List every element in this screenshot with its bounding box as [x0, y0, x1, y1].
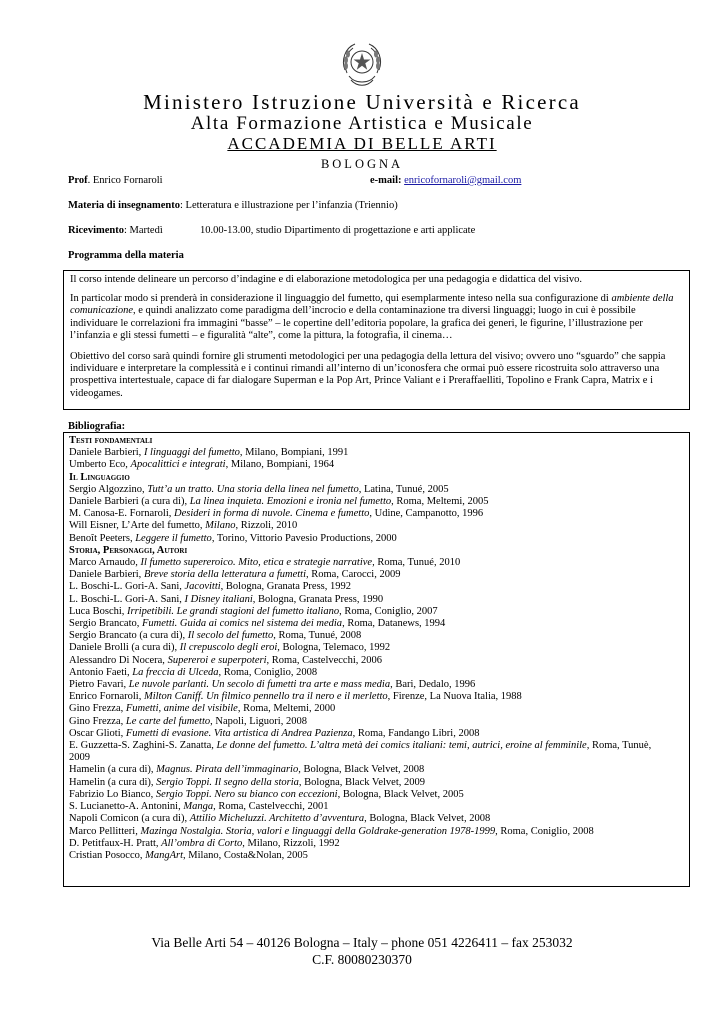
bibliography-entry	[69, 667, 684, 679]
bibliography-entry	[69, 728, 684, 740]
entry-author: Oscar Glioti,	[69, 727, 126, 739]
entry-title: Jacovitti	[184, 581, 221, 593]
entry-author: L. Boschi-L. Gori-A. Sani,	[69, 593, 185, 605]
entry-publisher: , Roma, Meltemi, 2005	[391, 496, 489, 508]
entry-title: Tutt’a un tratto. Una storia della linea nel fumetto	[147, 483, 359, 495]
entry-publisher: , Roma, Tunué, 2008	[273, 630, 362, 642]
entry-publisher: , Latina, Tunué, 2005	[358, 483, 449, 495]
entry-title: Breve storia della letteratura a fumetti	[143, 569, 306, 581]
entry-publisher: , Roma, Castelvecchi, 2006	[266, 654, 383, 666]
entry-publisher: , Roma, Castelvecchi, 2001	[213, 801, 329, 813]
email-label: e-mail	[370, 175, 398, 186]
email-line: e-mail: enricofornaroli@gmail.com	[370, 175, 522, 186]
bibliography-entry	[69, 740, 684, 752]
bibliography-entry	[69, 520, 684, 532]
entry-publisher: , Bologna, Black Velvet, 2008	[298, 764, 425, 776]
entry-title: Le nuvole parlanti. Un secolo di fumetti tra arte e mass media	[128, 679, 391, 691]
entry-title: Le donne del fumetto. L’altra metà dei comics italiani: temi, autrici, eroine al femminile,	[216, 740, 590, 752]
entry-publisher: Roma, Tunuè,	[589, 740, 652, 752]
entry-author: Daniele Brolli (a cura di),	[69, 642, 180, 654]
bibliography-entry	[69, 557, 684, 569]
entry-title: Il secolo del fumetto	[187, 630, 274, 642]
bibliography-entry	[69, 496, 684, 508]
entry-title: Manga	[183, 801, 214, 813]
bibliography-entry	[69, 826, 684, 838]
entry-title: Supereroi e superpoteri	[167, 654, 267, 666]
footer-tax-code: C.F. 80080230370	[312, 952, 412, 967]
bibliography-entry	[69, 838, 684, 850]
reception-day: : Martedì	[123, 225, 163, 236]
entry-author: Cristian Posocco,	[69, 849, 146, 861]
bibliography-entry	[69, 777, 684, 789]
entry-title: Leggere il fumetto	[135, 532, 212, 544]
entry-publisher: , Bologna, Black Velvet, 2009	[298, 776, 425, 788]
bibliography-entry	[69, 581, 684, 593]
entry-title: Sergio Toppi. Il segno della storia	[156, 776, 299, 788]
entry-author: Will Eisner, L’Arte del fumetto,	[69, 520, 206, 532]
bibliography-entry	[69, 703, 684, 715]
entry-publisher: , Roma, Coniglio, 2008	[218, 666, 318, 678]
entry-author: Pietro Favari,	[69, 679, 129, 691]
academy-title: ACCADEMIA DI BELLE ARTI	[227, 134, 497, 153]
entry-publisher: , Roma, Carocci, 2009	[305, 569, 401, 581]
italian-republic-emblem	[339, 40, 385, 90]
bibliography-entry	[69, 533, 684, 545]
reception-line	[68, 224, 163, 237]
entry-title: Fumetti. Guida ai comics nel sistema dei media	[142, 618, 343, 630]
entry-author: Daniele Barbieri,	[69, 447, 144, 459]
entry-publisher: , Bologna, Black Velvet, 2005	[337, 788, 464, 800]
reception-label: Ricevimento	[68, 225, 124, 236]
description-paragraph-1: Il corso intende delineare un percorso d’indagine e di elaborazione metodologica per una pedagogia e didattica del visivo.	[70, 274, 582, 285]
entry-publisher: , Bologna, Black Velvet, 2008	[364, 813, 491, 825]
description-paragraph-2: In particolar modo si prenderà in considerazione il linguaggio del fumetto, qui esemplarmente inteso nella sua configurazione di ambiente della comunicazione, e quindi analizzato come paradigma dell’incrocio e della contaminazione tra diversi linguaggi; luogo in cui è possibile individuare le correlazioni fra immagini “basse” – le copertine dell’editoria popolare, la grafica dei generi, le figurine, l’illustrazione per l’infanzia e gli stessi fumetti – e figuralità “alte”, come la pittura, la fotografia, il cinema…	[70, 293, 674, 341]
bibliography-entry	[69, 630, 684, 642]
entry-title: MangArt	[145, 849, 184, 861]
entry-author: L. Boschi-L. Gori-A. Sani,	[69, 581, 185, 593]
city-title: BOLOGNA	[320, 157, 404, 171]
entry-author: M. Canosa-E. Fornaroli,	[69, 508, 174, 520]
entry-title: Milton Caniff. Un filmico pennello tra il nero e il merletto	[143, 691, 388, 703]
professor-name: . Enrico Fornaroli	[87, 175, 163, 186]
bibliography-entry	[69, 752, 684, 764]
entry-publisher: Roma, Tunué, 2010	[374, 557, 461, 569]
entry-title: Fumetti di evasione. Vita artistica di Andrea Pazienza	[125, 727, 353, 739]
bibliography-section-title: Storia, Personaggi, Autori	[69, 544, 188, 556]
entry-author: Alessandro Di Nocera,	[69, 654, 168, 666]
entry-publisher: , Roma, Coniglio, 2007	[339, 605, 438, 617]
entry-author: Gino Frezza,	[69, 715, 126, 727]
reception-hours: 10.00-13.00, studio Dipartimento di progettazione e arti applicate	[200, 225, 476, 236]
entry-author: Umberto Eco,	[69, 459, 131, 471]
entry-publisher: , Roma, Meltemi, 2000	[237, 703, 336, 715]
entry-title: La linea inquieta. Emozioni e ironia nel fumetto	[189, 496, 392, 508]
entry-publisher: , Roma, Fandango Libri, 2008	[352, 727, 480, 739]
entry-author: Antonio Faeti,	[69, 666, 133, 678]
bibliography-entry	[69, 813, 684, 825]
entry-title: Apocalittici e integrati	[130, 459, 226, 471]
entry-title: Magnus. Pirata dell’immaginario	[156, 764, 299, 776]
entry-publisher: , Milano, Bompiani, 1964	[225, 459, 335, 471]
entry-publisher: , Milano, Costa&Nolan, 2005	[183, 849, 308, 861]
entry-author: Sergio Brancato,	[69, 618, 142, 630]
entry-title: I Disney italiani	[184, 593, 253, 605]
entry-author: Benoît Peeters,	[69, 532, 136, 544]
entry-publisher: , Torino, Vittorio Pavesio Productions, 2000	[211, 532, 397, 544]
entry-publisher: , Bari, Dedalo, 1996	[390, 679, 476, 691]
entry-publisher: , Rizzoli, 2010	[235, 520, 298, 532]
entry-author: E. Guzzetta-S. Zaghini-S. Zanatta,	[69, 740, 217, 752]
entry-author: Daniele Barbieri,	[69, 569, 144, 581]
entry-author: D. Petitfaux-H. Pratt,	[69, 837, 162, 849]
entry-publisher: , Roma, Datanews, 1994	[342, 618, 446, 630]
entry-author: Sergio Brancato (a cura di),	[69, 630, 188, 642]
entry-title: Le carte del fumetto	[125, 715, 211, 727]
entry-author: Marco Pellitteri,	[69, 825, 141, 837]
ministry-title: Ministero Istruzione Università e Ricerca	[143, 90, 581, 114]
professor-label: Prof	[68, 175, 88, 186]
description-paragraph-3: Obiettivo del corso sarà quindi fornire gli strumenti metodologici per una pedagogia della lettura del visivo; ovvero uno “sguardo” che sappia individuare e interpretare la complessità e i continui rimandi all’interno di un’iconosfera che ormai può essere ricostruita solo attraverso una prospettiva intertestuale, capace di far dialogare Superman e la Pop Art, Prince Valiant e i Preraffaelliti, Topolino e Frank Capra, Matrix e i videogames.	[70, 351, 666, 399]
subject-label: Materia di insegnamento	[68, 200, 180, 211]
bibliography-section-title: Il Linguaggio	[69, 471, 130, 483]
entry-author: Gino Frezza,	[69, 703, 126, 715]
entry-title: Desideri in forma di nuvole. Cinema e fumetto	[174, 508, 370, 520]
bibliography-box	[63, 432, 690, 887]
entry-title: I linguaggi del fumetto	[143, 447, 240, 459]
entry-title: Mazinga Nostalgia. Storia, valori e linguaggi della Goldrake-generation 1978-1999	[140, 825, 496, 837]
entry-title: Irripetibili. Le grandi stagioni del fumetto italiano	[127, 605, 340, 617]
entry-author: Hamelin (a cura di),	[69, 764, 157, 776]
entry-publisher: , Milano, Bompiani, 1991	[239, 447, 349, 459]
bibliography-entry	[69, 789, 684, 801]
entry-publisher: , Milano, Rizzoli, 1992	[242, 837, 340, 849]
entry-author: Daniele Barbieri (a cura di),	[69, 496, 190, 508]
entry-publisher: , Bologna, Granata Press, 1992	[220, 581, 352, 593]
entry-publisher: , Udine, Campanotto, 1996	[369, 508, 484, 520]
bibliography-entry	[69, 606, 684, 618]
entry-title: All’ombra di Corto	[161, 837, 243, 849]
entry-title: La freccia di Ulceda	[132, 666, 219, 678]
bibliography-entry	[69, 459, 684, 471]
bibliography-entry	[69, 447, 684, 459]
subject-value: : Letteratura e illustrazione per l’infanzia (Triennio)	[180, 200, 398, 211]
bibliography-entry	[69, 691, 684, 703]
entry-author: Luca Boschi,	[69, 605, 128, 617]
bibliography-section-title: Testi fondamentali	[69, 435, 153, 446]
footer-address: Via Belle Arti 54 – 40126 Bologna – Italy – phone 051 4226411 – fax 253032	[151, 935, 573, 950]
entry-title: Fumetti, anime del visibile	[125, 703, 238, 715]
entry-author: Marco Arnaudo,	[69, 557, 141, 569]
bibliography-entry	[69, 569, 684, 581]
entry-publisher: , Roma, Coniglio, 2008	[495, 825, 594, 837]
entry-title: Attilio Micheluzzi. Architetto d’avventura	[189, 813, 365, 825]
entry-author: Hamelin (a cura di),	[69, 776, 157, 788]
bibliography-entry	[69, 618, 684, 630]
entry-author: Fabrizio Lo Bianco,	[69, 788, 156, 800]
subject-line	[68, 199, 398, 212]
bibliography-entry	[69, 594, 684, 606]
entry-publisher: , Bologna, Telemaco, 1992	[277, 642, 391, 654]
entry-title: Il fumetto supereroico. Mito, etica e strategie narrative,	[140, 557, 375, 569]
bibliography-label: Bibliografia:	[68, 421, 126, 432]
entry-author: 2009	[69, 752, 90, 764]
program-label: Programma della materia	[68, 250, 184, 261]
entry-title: Il crepuscolo degli eroi	[179, 642, 278, 654]
course-description-box	[63, 270, 690, 410]
entry-publisher: , Bologna, Granata Press, 1990	[252, 593, 384, 605]
bibliography-entry	[69, 716, 684, 728]
bibliography-entry	[69, 484, 684, 496]
entry-publisher: , Firenze, La Nuova Italia, 1988	[387, 691, 522, 703]
afam-subtitle: Alta Formazione Artistica e Musicale	[190, 113, 534, 134]
entry-author: Napoli Comicon (a cura di),	[69, 813, 190, 825]
bibliography-entry	[69, 642, 684, 654]
entry-title: Milano	[205, 520, 236, 532]
bibliography-entry	[69, 850, 684, 862]
bibliography-entry	[69, 655, 684, 667]
bibliography-entry	[69, 679, 684, 691]
email-link[interactable]: enricofornaroli@gmail.com	[404, 175, 522, 186]
bibliography-entry	[69, 764, 684, 776]
entry-publisher: , Napoli, Liguori, 2008	[210, 715, 307, 727]
bibliography-entry	[69, 508, 684, 520]
professor-line	[68, 174, 163, 187]
bibliography-entry	[69, 801, 684, 813]
entry-author: Sergio Algozzino,	[69, 483, 148, 495]
entry-author: Enrico Fornaroli,	[69, 691, 144, 703]
entry-author: S. Lucianetto-A. Antonini,	[69, 801, 184, 813]
entry-title: Sergio Toppi. Nero su bianco con eccezioni	[155, 788, 338, 800]
